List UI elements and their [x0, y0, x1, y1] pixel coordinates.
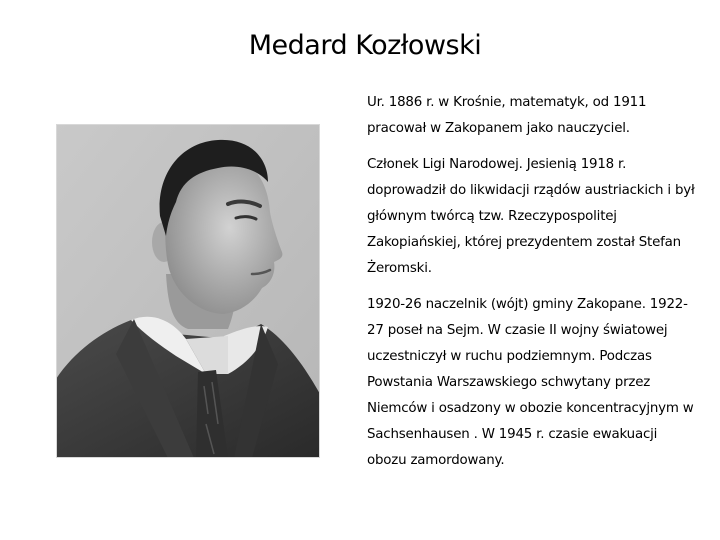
biography-paragraph: Ur. 1886 r. w Krośnie, matematyk, od 1911 pracował w Zakopanem jako nauczyciel.: [367, 95, 647, 136]
biography-paragraph: Członek Ligi Narodowej. Jesienią 1918 r. doprowadził do likwidacji rządów austriackich i był głównym twórcą tzw. Rzeczypospolitej Zakopiańskiej, której prezydentem został Stefan Żeromski.: [367, 157, 695, 276]
portrait-photo: [56, 124, 320, 458]
slide-title: Medard Kozłowski: [248, 30, 482, 61]
biography-text: [367, 90, 697, 484]
biography-paragraph: 1920-26 naczelnik (wójt) gminy Zakopane. 1922-27 poseł na Sejm. W czasie II wojny światowej uczestniczył w ruchu podziemnym. Podczas Powstania Warszawskiego schwytany przez Niemców i osadzony w obozie koncentracyjnym w Sachsenhausen . W 1945 r. czasie ewakuacji obozu zamordowany.: [367, 297, 694, 468]
